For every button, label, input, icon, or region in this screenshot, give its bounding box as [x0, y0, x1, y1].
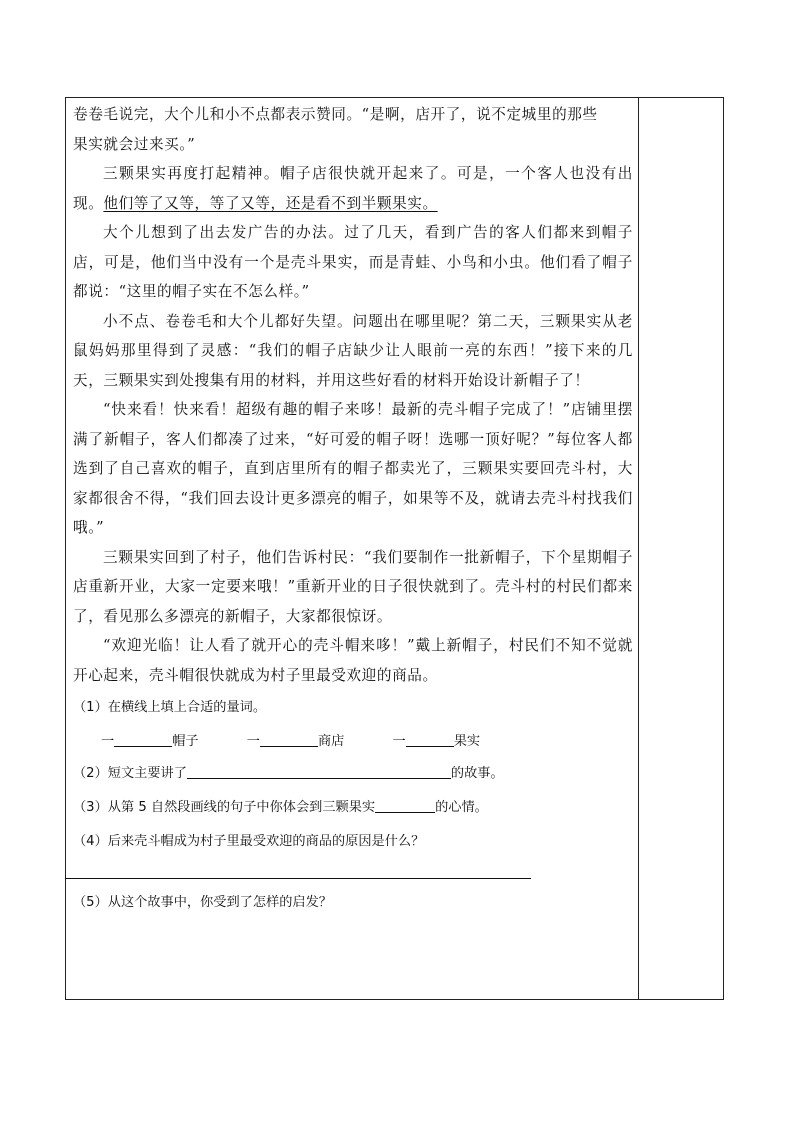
item-prefix: 一: [101, 734, 115, 749]
passage-line: 果实就会过来买。”: [73, 135, 196, 153]
measure-word-item: [393, 732, 481, 752]
answer-blank[interactable]: [260, 732, 318, 747]
passage-paragraph-5: 三颗果实回到了村子，他们告诉村民：“我们要制作一批新帽子，下个星期帽子店重新开业，大家一定要来哦！”重新开业的日子很快就到了。壳斗村的村民们都来了，看见那么多漂亮的新帽子，大家都很惊讶。: [73, 548, 633, 625]
answer-blank[interactable]: [187, 764, 451, 779]
measure-word-item: [247, 732, 345, 752]
measure-word-item: [101, 732, 199, 752]
answer-line[interactable]: [65, 878, 531, 879]
question-text: （3）从第 5 自然段画线的句子中你体会到三颗果实: [73, 800, 376, 815]
item-prefix: 一: [392, 734, 406, 749]
answer-blank[interactable]: [406, 732, 454, 747]
paragraph-text: 三颗果实再度打起精神。帽子店很快就开起来了。可是，一个客人也没有出现。: [73, 165, 633, 212]
item-prefix: 一: [246, 734, 260, 749]
question-1-blanks: [101, 732, 633, 752]
question-text: 的故事。: [450, 766, 504, 781]
answer-blank[interactable]: [375, 798, 435, 813]
passage-paragraph-2: 大个儿想到了出去发广告的办法。过了几天，看到广告的客人们都来到帽子店，可是，他们当中没有一个是壳斗果实，而是青蛙、小鸟和小虫。他们看了帽子都说：“这里的帽子实在不怎么样。”: [73, 224, 633, 300]
underlined-sentence: 他们等了又等，等了又等，还是看不到半颗果实。: [103, 194, 438, 212]
question-4: （4）后来壳斗帽成为村子里最受欢迎的商品的原因是什么？: [73, 834, 425, 849]
question-5: （5）从这个故事中，你受到了怎样的启发？: [73, 895, 332, 910]
passage-paragraph-4: “快来看！快来看！超级有趣的帽子来哆！最新的壳斗帽子完成了！”店铺里摆满了新帽子，客人们都凑了过来，“好可爱的帽子呀！选哪一顶好呢？”每位客人都选到了自己喜欢的帽子，直到店里所有的帽子都卖光了，三颗果实要回壳斗村，大家都很舍不得，“我们回去设计更多漂亮的帽子，如果等不及，就请去壳斗村找我们哦。”: [73, 401, 633, 536]
worksheet-content: [73, 100, 633, 913]
question-3: [73, 798, 633, 818]
question-text: （2）短文主要讲了: [73, 766, 187, 781]
question-text: 的心情。: [435, 800, 488, 815]
column-divider: [638, 97, 639, 1000]
question-1: （1）在横线上填上合适的量词。: [73, 700, 267, 715]
passage-paragraph-6: “欢迎光临！让人看了就开心的壳斗帽来哆！”戴上新帽子，村民们不知不觉就开心起来，壳斗帽很快就成为村子里最受欢迎的商品。: [73, 637, 633, 684]
question-2: [73, 764, 633, 784]
item-suffix: 帽子: [172, 734, 199, 749]
passage-paragraph-1: [73, 159, 633, 218]
passage-line: 卷卷毛说完，大个儿和小不点都表示赞同。“是啊，店开了，说不定城里的那些: [73, 106, 598, 123]
item-suffix: 商店: [317, 734, 345, 749]
item-suffix: 果实: [453, 734, 481, 749]
answer-blank[interactable]: [114, 732, 172, 747]
passage-paragraph-3: 小不点、卷卷毛和大个儿都好失望。问题出在哪里呢？第二天，三颗果实从老鼠妈妈那里得到了灵感：“我们的帽子店缺少让人眼前一亮的东西！”接下来的几天，三颗果实到处搜集有用的材料，并用这些好看的材料开始设计新帽子了！: [73, 312, 633, 389]
